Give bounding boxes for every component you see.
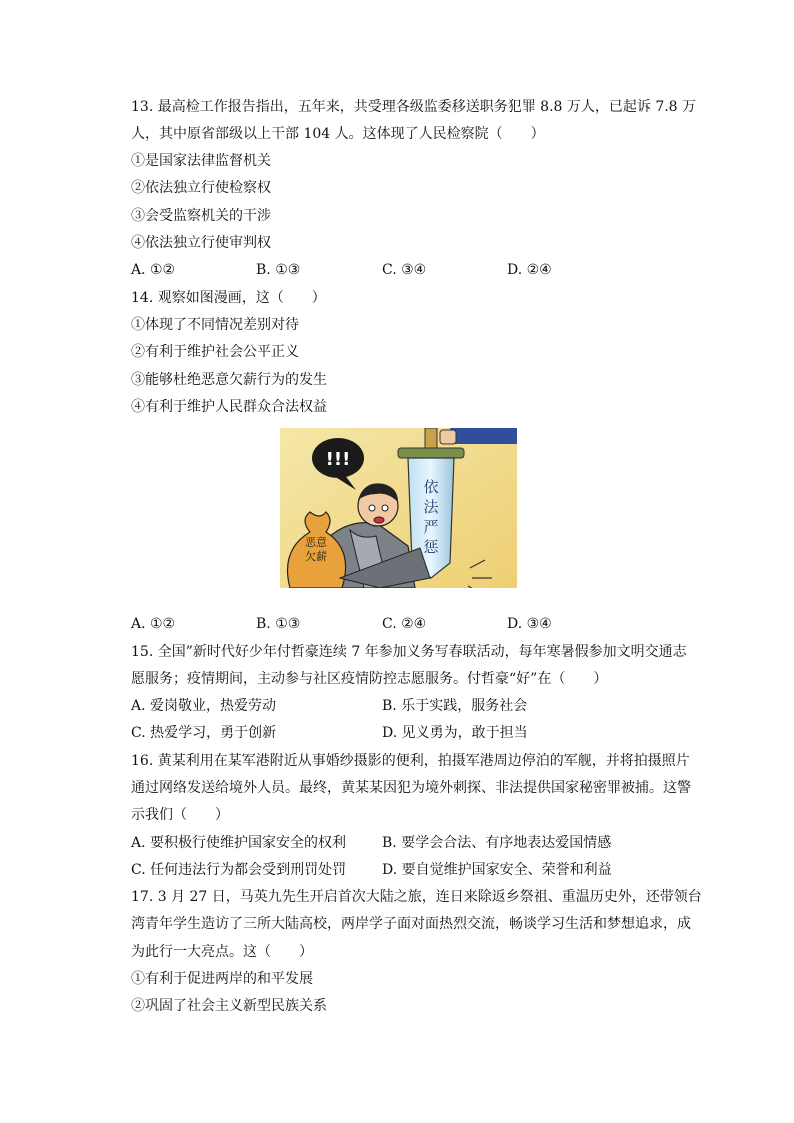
q15-option-b[interactable]: B. 乐于实践，服务社会 <box>382 698 528 714</box>
q16-option-a[interactable]: A. 要积极行使维护国家安全的权利 <box>131 835 347 851</box>
q14-item-3: ③能够杜绝恶意欠薪行为的发生 <box>131 372 327 388</box>
q17-item-1: ①有利于促进两岸的和平发展 <box>131 971 313 987</box>
cartoon-illustration <box>280 428 517 588</box>
q13-item-2: ②依法独立行使检察权 <box>131 180 271 196</box>
q16-option-b[interactable]: B. 要学会合法、有序地表达爱国情感 <box>382 835 612 851</box>
bag-label-1: 恶意 <box>305 536 327 549</box>
q15-option-d[interactable]: D. 见义勇为，敢于担当 <box>382 725 528 741</box>
q15-stem-line2: 愿服务；疫情期间，主动参与社区疫情防控志愿服务。付哲豪“好”在（ ） <box>131 671 608 687</box>
q13-stem-line1: 13. 最高检工作报告指出，五年来，共受理各级监委移送职务犯罪 8.8 万人，已起诉 7.8 万 <box>131 99 697 115</box>
q14-option-c[interactable]: C. ②④ <box>382 616 427 632</box>
sword-label-3: 严 <box>423 518 439 536</box>
q16-option-c[interactable]: C. 任何违法行为都会受到刑罚处罚 <box>131 862 347 878</box>
sword-grip <box>425 428 437 448</box>
sword-label-4: 惩 <box>423 538 439 556</box>
q15-option-a[interactable]: A. 爱岗敬业，热爱劳动 <box>131 698 277 714</box>
q17-stem-line2: 湾青年学生造访了三所大陆高校，两岸学子面对面热烈交流，畅谈学习生活和梦想追求，成 <box>131 916 691 932</box>
q16-stem-line3: 示我们（ ） <box>131 807 229 823</box>
sword-guard <box>398 448 464 458</box>
q17-stem-line3: 为此行一大亮点。这（ ） <box>131 944 313 960</box>
q15-option-c[interactable]: C. 热爱学习，勇于创新 <box>131 725 277 741</box>
q14-item-1: ①体现了不同情况差别对待 <box>131 317 299 333</box>
hand <box>440 430 456 444</box>
sword-label-1: 依 <box>423 478 439 496</box>
cartoon-svg <box>280 428 517 588</box>
q16-option-d[interactable]: D. 要自觉维护国家安全、荣誉和利益 <box>382 862 612 878</box>
q15-stem-line1: 15. 全国”新时代好少年付哲豪连续 7 年参加义务写春联活动，每年寒暑假参加文明交通志 <box>131 644 687 660</box>
q13-option-b[interactable]: B. ①③ <box>256 262 301 278</box>
bag-label-2: 欠薪 <box>305 550 327 563</box>
q16-stem-line2: 通过网络发送给境外人员。最终，黄某某因犯为境外刺探、非法提供国家秘密罪被捕。这警 <box>131 780 691 796</box>
q14-stem: 14. 观察如图漫画，这（ ） <box>131 290 326 306</box>
q17-item-2: ②巩固了社会主义新型民族关系 <box>131 998 327 1014</box>
q13-item-1: ①是国家法律监督机关 <box>131 153 271 169</box>
q13-stem-line2: 人，其中原省部级以上干部 104 人。这体现了人民检察院（ ） <box>131 126 545 142</box>
sword-label-2: 法 <box>423 498 439 516</box>
q13-item-3: ③会受监察机关的干涉 <box>131 208 271 224</box>
q14-option-b[interactable]: B. ①③ <box>256 616 301 632</box>
q13-option-c[interactable]: C. ③④ <box>382 262 427 278</box>
q13-option-d[interactable]: D. ②④ <box>507 262 552 278</box>
q14-item-2: ②有利于维护社会公平正义 <box>131 344 299 360</box>
q13-item-4: ④依法独立行使审判权 <box>131 235 271 251</box>
q13-option-a[interactable]: A. ①② <box>131 262 176 278</box>
q17-stem-line1: 17. 3 月 27 日，马英九先生开启首次大陆之旅，连日来除返乡祭祖、重温历史外，还带领台 <box>131 889 702 905</box>
q14-item-4: ④有利于维护人民群众合法权益 <box>131 399 327 415</box>
suit-sleeve <box>450 428 517 444</box>
q16-stem-line1: 16. 黄某利用在某军港附近从事婚纱摄影的便利，拍摄军港周边停泊的军舰，并将拍摄照片 <box>131 753 690 769</box>
q14-option-a[interactable]: A. ①② <box>131 616 176 632</box>
speech-bubble-text: !!! <box>325 449 351 470</box>
q14-option-d[interactable]: D. ③④ <box>507 616 552 632</box>
